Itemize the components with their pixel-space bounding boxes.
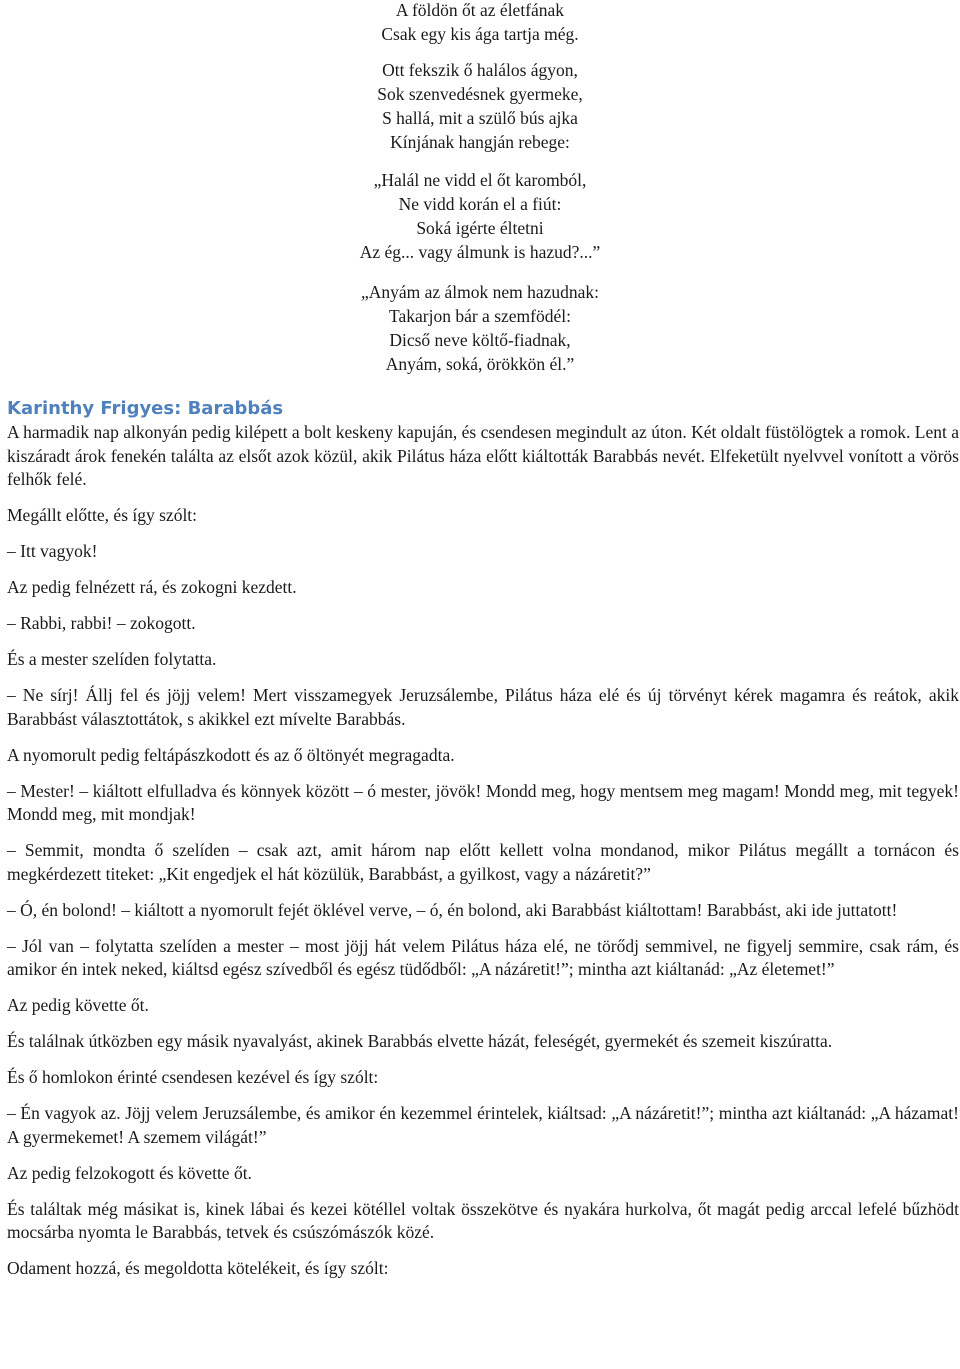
- poem-line: Takarjon bár a szemfödél:: [389, 306, 571, 326]
- paragraph: – Itt vagyok!: [7, 541, 98, 562]
- paragraph: – Jól van – folytatta szelíden a mester – most jöjj hát velem Pilátus háza elé, ne törődj semmivel, ne figyelj semmire, csak rám, és amikor én intek neked, kiáltsd egész szívedből és egész tüdődből: „A názáretit!”; mintha azt kiáltanád: „Az életemet!”: [7, 935, 959, 980]
- poem-stanza-3: [300, 168, 660, 264]
- poem-line: Csak egy kis ága tartja még.: [381, 24, 579, 44]
- paragraph: És a mester szelíden folytatta.: [7, 649, 217, 670]
- poem-line: Ne vidd korán el a fiút:: [398, 194, 562, 214]
- poem-stanza-4: [300, 280, 660, 376]
- paragraph: Az pedig felzokogott és követte őt.: [7, 1162, 252, 1183]
- paragraph: És találnak útközben egy másik nyavalyást, akinek Barabbás elvette házát, feleségét, gyermekét és szemeit kiszúratta.: [7, 1031, 833, 1052]
- paragraph: – Mester! – kiáltott elfulladva és könnyek között – ó mester, jövök! Mondd meg, hogy mentsem meg magam! Mondd meg, mit tegyek! Mondd meg, mit mondjak!: [7, 780, 959, 825]
- poem-line: Anyám, soká, örökkön él.”: [385, 354, 575, 374]
- paragraph: – Rabbi, rabbi! – zokogott.: [7, 613, 196, 634]
- poem-line: Ott fekszik ő halálos ágyon,: [382, 60, 578, 80]
- paragraph: – Ne sírj! Állj fel és jöjj velem! Mert visszamegyek Jeruzsálembe, Pilátus háza elé és új törvényt kérek magamra és reátok, akik Barabbást választottátok, s akikkel ezt mívelte Barabbás.: [7, 685, 959, 729]
- paragraph: – Ó, én bolond! – kiáltott a nyomorult fejét öklével verve, – ó, én bolond, aki Barabbást kiáltottam! Barabbást, aki ide juttatott!: [7, 899, 898, 920]
- paragraph: Az pedig követte őt.: [7, 995, 149, 1016]
- paragraph: És találtak még másikat is, kinek lábai és kezei kötéllel voltak összekötve és nyakára hurkolva, őt magát pedig arccal lefelé bűzhödt mocsárba nyomta le Barabbás, tetvek és csúszómászók közé.: [7, 1198, 959, 1243]
- paragraph: Odament hozzá, és megoldotta kötelékeit, és így szólt:: [7, 1258, 389, 1279]
- poem-line: Az ég... vagy álmunk is hazud?...”: [359, 242, 601, 262]
- paragraph: Az pedig felnézett rá, és zokogni kezdett.: [7, 577, 297, 598]
- paragraph: És ő homlokon érinté csendesen kezével és így szólt:: [7, 1067, 379, 1088]
- paragraph: A nyomorult pedig feltápászkodott és az ő öltönyét megragadta.: [7, 744, 455, 765]
- paragraph: Megállt előtte, és így szólt:: [7, 505, 198, 526]
- poem-line: Sok szenvedésnek gyermeke,: [377, 84, 583, 104]
- poem-line: S hallá, mit a szülő bús ajka: [382, 108, 578, 128]
- poem-line: Dicső neve költő-fiadnak,: [389, 330, 571, 350]
- poem-line: A földön őt az életfának: [395, 0, 565, 20]
- story-body: [7, 421, 959, 1293]
- poem-stanza-1: [300, 0, 660, 46]
- paragraph: A harmadik nap alkonyán pedig kilépett a bolt keskeny kapuján, és csendesen megindult az úton. Két oldalt füstölögtek a romok. Lent a kiszáradt árok fenekén találta az elsőt azok közül, akik Pilátus háza előtt kiáltották Barabbás nevét. Elfeketült nyelvvel vonított a vörös felhők felé.: [7, 422, 959, 490]
- poem-line: Soká igérte éltetni: [416, 218, 544, 238]
- poem-line: „Anyám az álmok nem hazudnak:: [360, 282, 600, 302]
- poem-line: „Halál ne vidd el őt karomból,: [373, 170, 587, 190]
- paragraph: – Én vagyok az. Jöjj velem Jeruzsálembe, és amikor én kezemmel érintelek, kiáltsad: „A názáretit!”; mintha azt kiáltanád: „A házamat! A gyermekemet! A szemem világát!”: [7, 1103, 959, 1147]
- poem-line: Kínjának hangján rebege:: [390, 132, 570, 152]
- poem-stanza-2: [300, 58, 660, 154]
- paragraph: – Semmit, mondta ő szelíden – csak azt, amit három nap előtt kellett volna mondanod, mikor Pilátus megállt a tornácon és megkérdezett titeket: „Kit engedjek el hát közülük, Barabbást, a gyilkost, vagy a názáretit?”: [7, 840, 959, 884]
- section-heading: Karinthy Frigyes: Barabbás: [7, 398, 284, 419]
